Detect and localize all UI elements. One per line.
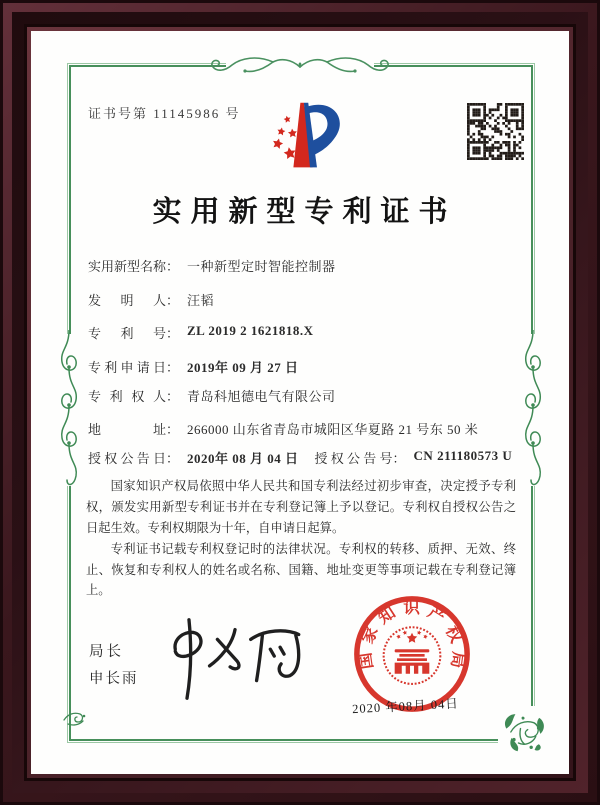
field-value: 2020年 08 月 04 日 [187, 451, 299, 466]
field-colon: ： [392, 451, 406, 466]
field-colon: ： [166, 293, 180, 308]
seal-text: 国家知识产权局 [355, 598, 469, 671]
field-label: 专利权人 [88, 389, 166, 404]
field-value: 2019年 09 月 27 日 [187, 360, 299, 375]
field-value: 汪韬 [187, 293, 215, 308]
field-colon: ： [166, 360, 180, 375]
bottom-left-corner-flourish-icon [62, 702, 88, 728]
qr-code [467, 103, 524, 160]
field-colon: ： [166, 326, 180, 341]
legal-text [86, 476, 516, 601]
field-row-address [88, 419, 478, 438]
field-row-inventor [88, 290, 214, 309]
field-row-name [88, 256, 336, 275]
field-label: 实用新型名称 [88, 259, 167, 274]
field-row-patent-no [88, 323, 314, 342]
field-value: CN 211180573 U [413, 448, 513, 463]
field-value: 266000 山东省青岛市城阳区华夏路 21 号东 50 米 [187, 422, 479, 437]
field-value: ZL 2019 2 1621818.X [187, 323, 314, 338]
field-label: 地址 [88, 422, 166, 437]
field-row-patentee [88, 386, 336, 405]
field-row-filing-date [88, 357, 299, 376]
bottom-right-corner-floral-icon [503, 710, 547, 754]
certificate-title: 实用新型专利证书 [152, 196, 457, 228]
field-colon: ： [166, 451, 180, 466]
certificate-number: 证书号第 11145986 号 [88, 106, 241, 121]
field-label: 专利申请日 [88, 360, 166, 375]
field-label: 授权公告日 [88, 451, 166, 466]
field-colon: ： [166, 389, 180, 404]
legal-paragraph-2: 专利证书记载专利权登记时的法律状况。专利权的转移、质押、无效、终止、恢复和专利权人的姓名或名称、国籍、地址变更等事项记载在专利登记簿上。 [86, 541, 516, 598]
national-emblem-icon [384, 627, 441, 684]
field-grant-no [315, 448, 513, 467]
seal-date: 2020 年08月 04日 [351, 696, 460, 717]
field-label: 授权公告号 [314, 451, 393, 466]
left-border-flourish-icon [55, 330, 83, 488]
top-center-flourish-icon [205, 49, 395, 83]
commissioner-name: 申长雨 [89, 671, 139, 687]
legal-paragraph-1: 国家知识产权局依照中华人民共和国专利法经过初步审查，决定授予专利权，颁发实用新型专利证书并在专利登记簿上予以登记。专利权自授权公告之日起生效。专利权期限为十年，自申请日起算。 [86, 479, 516, 535]
field-value: 青岛科旭德电气有限公司 [187, 389, 336, 404]
signature-shen-changyu [148, 610, 326, 708]
field-value: 一种新型定时智能控制器 [187, 259, 336, 274]
right-border-flourish-icon [519, 330, 547, 488]
field-label: 专利号 [88, 326, 166, 341]
field-label: 发明人 [88, 293, 166, 308]
field-row-grant [88, 448, 512, 467]
field-colon: ： [166, 259, 180, 274]
commissioner-title: 局长 [89, 644, 124, 660]
cnipa-logo [255, 97, 351, 181]
field-colon: ： [166, 422, 180, 437]
